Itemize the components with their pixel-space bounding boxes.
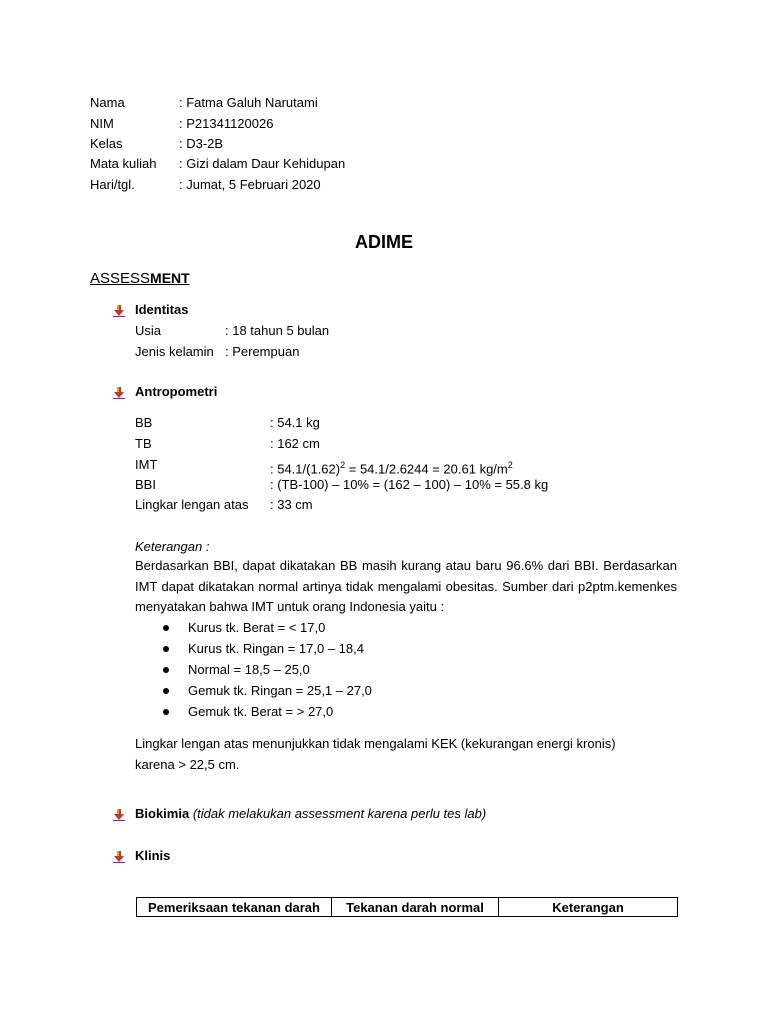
- value-mata-kuliah: : Gizi dalam Daur Kehidupan: [179, 156, 346, 171]
- list-bullet-dot: [163, 625, 169, 631]
- label-nim: NIM: [90, 116, 114, 131]
- arrow-bullet-icon: [113, 305, 125, 317]
- list-bullet-dot: [163, 688, 169, 694]
- heading-antropometri: Antropometri: [135, 384, 218, 399]
- imt-sup2: 2: [507, 460, 513, 470]
- label-jenis-kelamin: Jenis kelamin: [135, 344, 214, 359]
- table-header-cell: Pemeriksaan tekanan darah: [137, 898, 332, 917]
- clinical-table: [136, 897, 678, 917]
- table-header-cell: Keterangan: [499, 898, 678, 917]
- heading-identitas: Identitas: [135, 302, 189, 317]
- value-kelas: : D3-2B: [179, 136, 224, 151]
- biokimia-line: [135, 806, 486, 822]
- value-tb: : 162 cm: [270, 436, 320, 451]
- value-imt: [270, 457, 513, 477]
- section-heading-part2: MENT: [150, 270, 190, 286]
- lila-paragraph: Lingkar lengan atas menunjukkan tidak mengalami KEK (kekurangan energi kronis) karena > 22,5 cm.: [135, 736, 616, 772]
- list-item: Kurus tk. Berat = < 17,0: [188, 620, 326, 635]
- list-item: Gemuk tk. Berat = > 27,0: [188, 704, 334, 719]
- table-header-row: [137, 898, 678, 917]
- label-bb: BB: [135, 415, 153, 430]
- section-heading-part1: ASSESS: [90, 270, 151, 287]
- value-bbi: : (TB-100) – 10% = (162 – 100) – 10% = 55.8 kg: [270, 477, 549, 492]
- imt-part1: : 54.1/(1.62): [270, 461, 341, 477]
- arrow-bullet-icon: [113, 851, 125, 863]
- list-item: Kurus tk. Ringan = 17,0 – 18,4: [188, 641, 364, 656]
- list-item: Gemuk tk. Ringan = 25,1 – 27,0: [188, 683, 372, 698]
- keterangan-paragraph: Berdasarkan BBI, dapat dikatakan BB masih kurang atau baru 96.6% dari BBI. Berdasarkan IMT dapat dikatakan normal artinya tidak mengalami obesitas. Sumber dari p2ptm.kemenkes menyatakan bahwa IMT untuk orang Indonesia yaitu :: [135, 558, 677, 614]
- keterangan-label: Keterangan :: [135, 539, 210, 554]
- table-header-cell: Tekanan darah normal: [332, 898, 499, 917]
- label-tb: TB: [135, 436, 152, 451]
- list-bullet-dot: [163, 709, 169, 715]
- page-title: ADIME: [355, 232, 413, 252]
- label-bbi: BBI: [135, 477, 156, 492]
- section-heading-assessment: [90, 269, 190, 288]
- heading-klinis: Klinis: [135, 848, 171, 863]
- value-usia: : 18 tahun 5 bulan: [225, 323, 330, 338]
- label-mata-kuliah: Mata kuliah: [90, 156, 157, 171]
- label-imt: IMT: [135, 457, 158, 472]
- arrow-bullet-icon: [113, 809, 125, 821]
- value-hari-tgl: : Jumat, 5 Februari 2020: [179, 177, 321, 192]
- imt-sup1: 2: [340, 460, 346, 470]
- label-lila: Lingkar lengan atas: [135, 497, 249, 512]
- value-nama: : Fatma Galuh Narutami: [179, 95, 318, 110]
- label-kelas: Kelas: [90, 136, 123, 151]
- label-usia: Usia: [135, 323, 162, 338]
- imt-part2: = 54.1/2.6244 = 20.61 kg/m: [345, 461, 508, 477]
- label-nama: Nama: [90, 95, 125, 110]
- value-nim: : P21341120026: [179, 116, 274, 131]
- heading-biokimia: Biokimia: [135, 806, 190, 821]
- value-jenis-kelamin: : Perempuan: [225, 344, 300, 359]
- list-item: Normal = 18,5 – 25,0: [188, 662, 310, 677]
- arrow-bullet-icon: [113, 387, 125, 399]
- list-bullet-dot: [163, 646, 169, 652]
- list-bullet-dot: [163, 667, 169, 673]
- value-lila: : 33 cm: [270, 497, 313, 512]
- label-hari-tgl: Hari/tgl.: [90, 177, 135, 192]
- value-bb: : 54.1 kg: [270, 415, 320, 430]
- biokimia-note: (tidak melakukan assessment karena perlu tes lab): [192, 806, 487, 821]
